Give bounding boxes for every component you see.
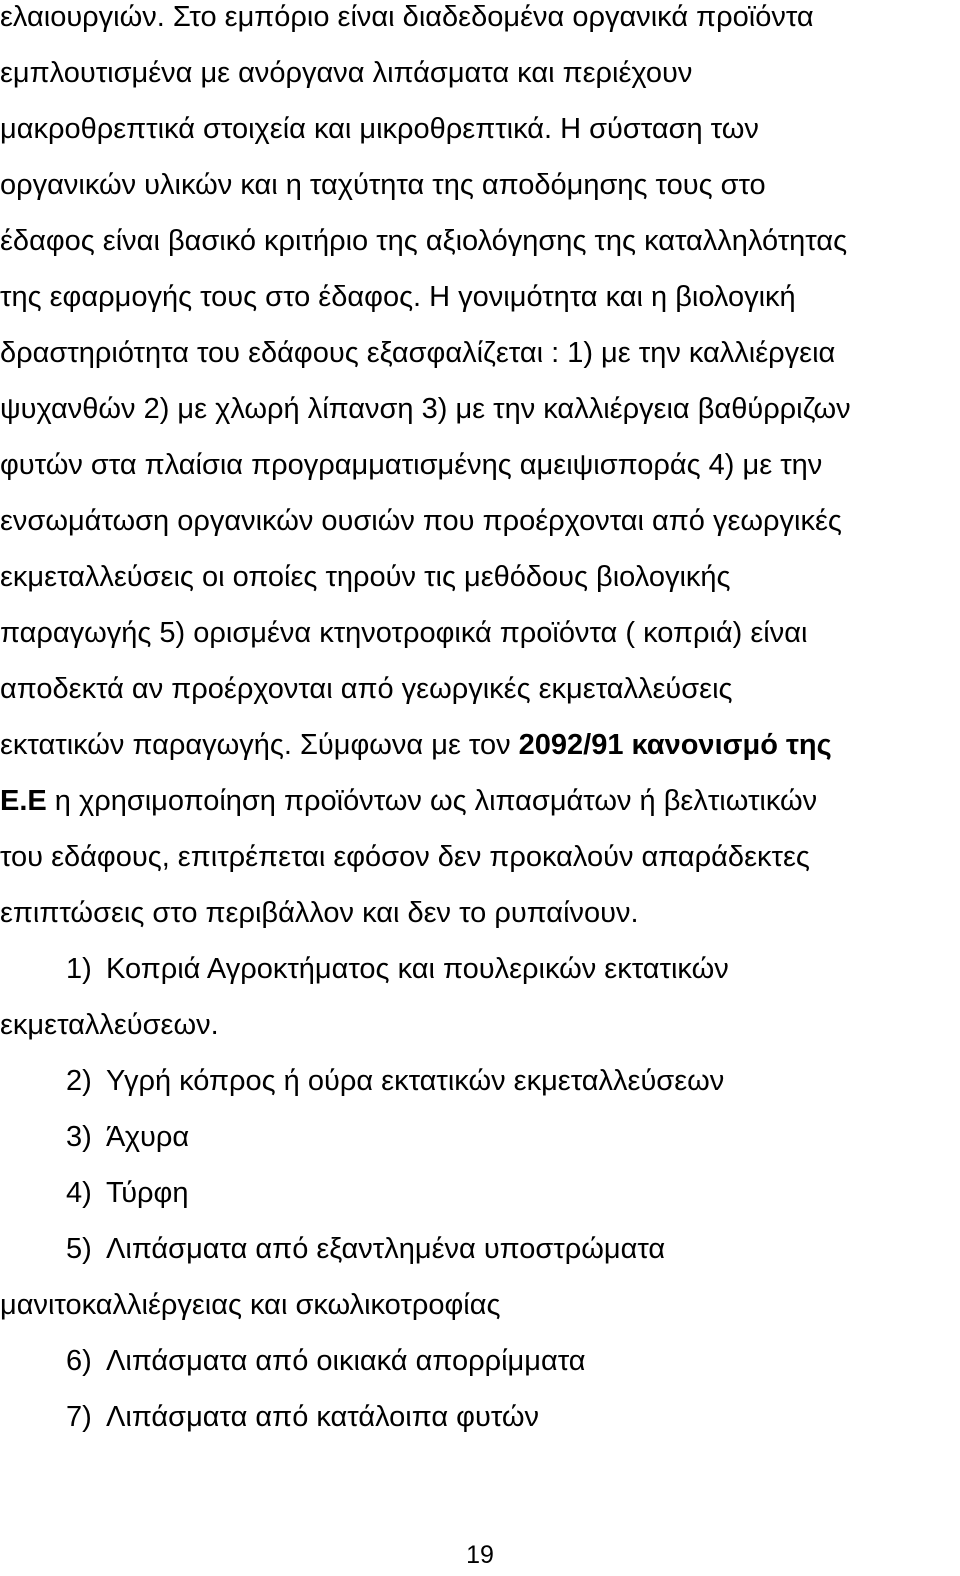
paragraph-line: δραστηριότητα του εδάφους εξασφαλίζεται : 1) με την καλλιέργεια bbox=[0, 337, 836, 369]
list-number: 5) bbox=[66, 1233, 92, 1265]
list-item: 7) Λιπάσματα από κατάλοιπα φυτών bbox=[66, 1401, 540, 1433]
list-number: 6) bbox=[66, 1345, 92, 1377]
paragraph-line: μακροθρεπτικά στοιχεία και μικροθρεπτικά. Η σύσταση των bbox=[0, 113, 759, 145]
paragraph-line: εμπλουτισμένα με ανόργανα λιπάσματα και περιέχουν bbox=[0, 57, 693, 89]
list-number: 3) bbox=[66, 1121, 92, 1153]
paragraph-line: Ε.Ε η χρησιμοποίηση προϊόντων ως λιπασμάτων ή βελτιωτικών bbox=[0, 785, 818, 817]
paragraph-line: επιπτώσεις στο περιβάλλον και δεν το ρυπαίνουν. bbox=[0, 897, 639, 929]
list-item: 1) Κοπριά Αγροκτήματος και πουλερικών εκτατικών bbox=[66, 953, 729, 985]
list-item: 5) Λιπάσματα από εξαντλημένα υποστρώματα bbox=[66, 1233, 666, 1265]
list-number: 1) bbox=[66, 953, 92, 985]
paragraph-line: οργανικών υλικών και η ταχύτητα της αποδόμησης τους στο bbox=[0, 169, 766, 201]
list-number: 7) bbox=[66, 1401, 92, 1433]
list-number: 2) bbox=[66, 1065, 92, 1097]
list-item: 3) Άχυρα bbox=[66, 1121, 190, 1153]
paragraph-line: εκτατικών παραγωγής. Σύμφωνα με τον 2092/91 κανονισμό της bbox=[0, 729, 832, 761]
page-number: 19 bbox=[466, 1541, 494, 1569]
regulation-reference: 2092/91 κανονισμό της bbox=[518, 729, 832, 761]
eu-abbreviation: Ε.Ε bbox=[0, 785, 47, 817]
paragraph-line: αποδεκτά αν προέρχονται από γεωργικές εκμεταλλεύσεις bbox=[0, 673, 733, 705]
paragraph-line: ψυχανθών 2) με χλωρή λίπανση 3) με την καλλιέργεια βαθύρριζων bbox=[0, 393, 851, 425]
paragraph-line: του εδάφους, επιτρέπεται εφόσον δεν προκαλούν απαράδεκτες bbox=[0, 841, 810, 873]
list-item: 6) Λιπάσματα από οικιακά απορρίμματα bbox=[66, 1345, 586, 1377]
list-number: 4) bbox=[66, 1177, 92, 1209]
list-item: 4) Τύρφη bbox=[66, 1177, 189, 1209]
paragraph-line: εκμεταλλεύσεις οι οποίες τηρούν τις μεθόδους βιολογικής bbox=[0, 561, 731, 593]
paragraph-line: φυτών στα πλαίσια προγραμματισμένης αμειψισποράς 4) με την bbox=[0, 449, 823, 481]
paragraph-line: ενσωμάτωση οργανικών ουσιών που προέρχονται από γεωργικές bbox=[0, 505, 842, 537]
paragraph-line: ελαιουργιών. Στο εμπόριο είναι διαδεδομένα οργανικά προϊόντα bbox=[0, 1, 814, 33]
list-item-continuation: εκμεταλλεύσεων. bbox=[0, 1009, 219, 1041]
paragraph-line: της εφαρμογής τους στο έδαφος. Η γονιμότητα και η βιολογική bbox=[0, 281, 796, 313]
paragraph-line: παραγωγής 5) ορισμένα κτηνοτροφικά προϊόντα ( κοπριά) είναι bbox=[0, 617, 808, 649]
list-item-continuation: μανιτοκαλλιέργειας και σκωλικοτροφίας bbox=[0, 1289, 501, 1321]
list-item: 2) Υγρή κόπρος ή ούρα εκτατικών εκμεταλλεύσεων bbox=[66, 1065, 725, 1097]
paragraph-line: έδαφος είναι βασικό κριτήριο της αξιολόγησης της καταλληλότητας bbox=[0, 225, 848, 257]
